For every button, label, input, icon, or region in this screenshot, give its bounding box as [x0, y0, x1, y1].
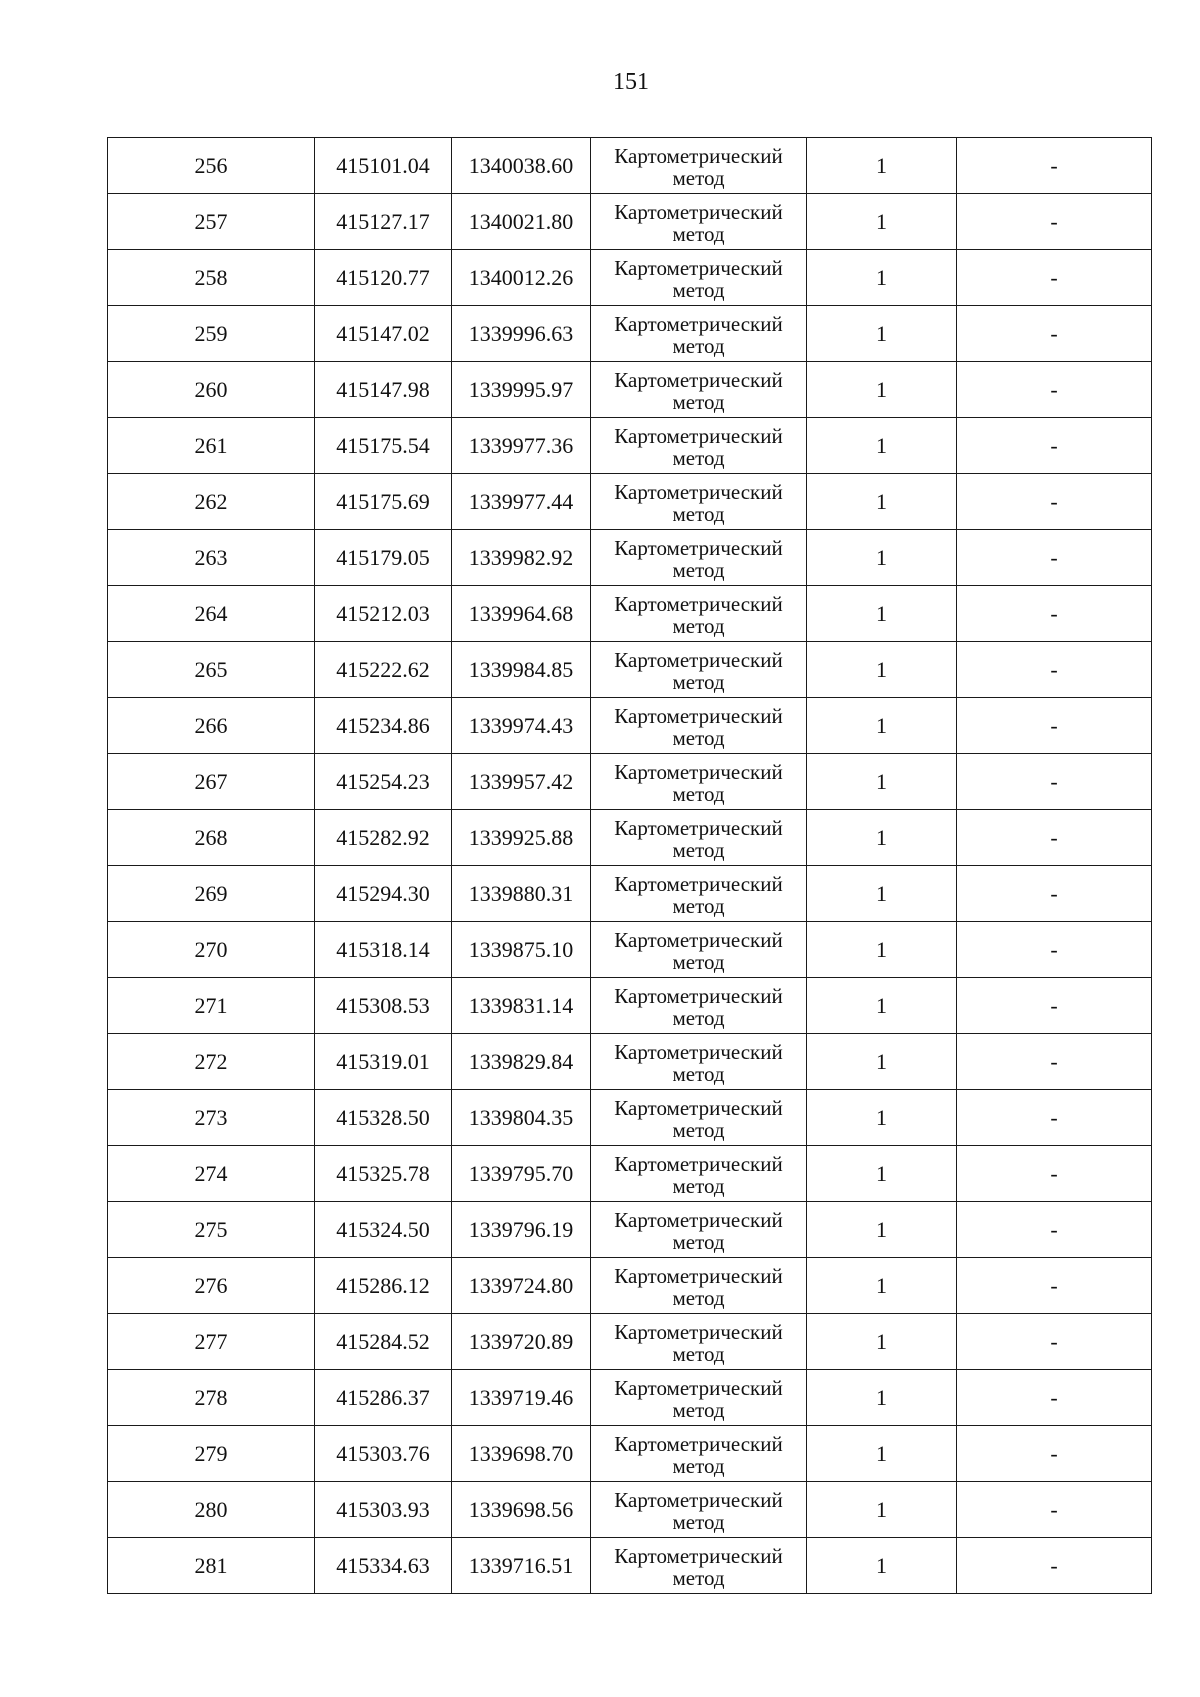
point-number-cell: 270 [108, 922, 315, 978]
point-number-cell: 269 [108, 866, 315, 922]
value-cell: 1 [807, 978, 957, 1034]
x-coordinate-cell: 415334.63 [315, 1538, 452, 1594]
point-number-cell: 264 [108, 586, 315, 642]
table-row [108, 1258, 1152, 1314]
method-line-1: Картометрический [614, 311, 783, 336]
table-row [108, 250, 1152, 306]
value-cell: 1 [807, 1258, 957, 1314]
value-cell: 1 [807, 1426, 957, 1482]
method-line-2: метод [672, 1173, 725, 1198]
method-cell [591, 1370, 807, 1426]
value-cell: 1 [807, 362, 957, 418]
note-cell: - [957, 642, 1152, 698]
table-row [108, 138, 1152, 194]
x-coordinate-cell: 415318.14 [315, 922, 452, 978]
point-number-cell: 279 [108, 1426, 315, 1482]
method-line-1: Картометрический [614, 591, 783, 616]
y-coordinate-cell: 1339977.44 [452, 474, 591, 530]
method-line-2: метод [672, 837, 725, 862]
note-cell: - [957, 1370, 1152, 1426]
x-coordinate-cell: 415222.62 [315, 642, 452, 698]
value-cell: 1 [807, 698, 957, 754]
note-cell: - [957, 1426, 1152, 1482]
y-coordinate-cell: 1339719.46 [452, 1370, 591, 1426]
method-cell [591, 1202, 807, 1258]
y-coordinate-cell: 1339724.80 [452, 1258, 591, 1314]
value-cell: 1 [807, 1090, 957, 1146]
y-coordinate-cell: 1339880.31 [452, 866, 591, 922]
table-row [108, 922, 1152, 978]
method-cell [591, 1034, 807, 1090]
page-number: 151 [613, 69, 649, 95]
coordinates-table [107, 137, 1152, 1594]
method-cell [591, 754, 807, 810]
x-coordinate-cell: 415147.02 [315, 306, 452, 362]
method-cell [591, 1090, 807, 1146]
x-coordinate-cell: 415101.04 [315, 138, 452, 194]
note-cell: - [957, 306, 1152, 362]
method-line-2: метод [672, 221, 725, 246]
method-cell [591, 1538, 807, 1594]
note-cell: - [957, 1090, 1152, 1146]
note-cell: - [957, 194, 1152, 250]
value-cell: 1 [807, 1034, 957, 1090]
method-cell [591, 586, 807, 642]
method-cell [591, 418, 807, 474]
value-cell: 1 [807, 474, 957, 530]
method-line-2: метод [672, 389, 725, 414]
method-line-2: метод [672, 781, 725, 806]
method-line-1: Картометрический [614, 199, 783, 224]
method-cell [591, 138, 807, 194]
point-number-cell: 261 [108, 418, 315, 474]
table-row [108, 1090, 1152, 1146]
note-cell: - [957, 418, 1152, 474]
method-cell [591, 1482, 807, 1538]
x-coordinate-cell: 415284.52 [315, 1314, 452, 1370]
method-line-2: метод [672, 277, 725, 302]
method-cell [591, 866, 807, 922]
value-cell: 1 [807, 642, 957, 698]
method-cell [591, 642, 807, 698]
method-line-1: Картометрический [614, 1207, 783, 1232]
method-cell [591, 978, 807, 1034]
x-coordinate-cell: 415303.93 [315, 1482, 452, 1538]
method-line-1: Картометрический [614, 143, 783, 168]
x-coordinate-cell: 415282.92 [315, 810, 452, 866]
method-line-2: метод [672, 165, 725, 190]
method-line-1: Картометрический [614, 871, 783, 896]
method-cell [591, 474, 807, 530]
method-line-2: метод [672, 501, 725, 526]
table-row [108, 1426, 1152, 1482]
method-line-1: Картометрический [614, 983, 783, 1008]
note-cell: - [957, 138, 1152, 194]
value-cell: 1 [807, 1146, 957, 1202]
y-coordinate-cell: 1339829.84 [452, 1034, 591, 1090]
x-coordinate-cell: 415127.17 [315, 194, 452, 250]
y-coordinate-cell: 1339977.36 [452, 418, 591, 474]
x-coordinate-cell: 415175.69 [315, 474, 452, 530]
method-line-2: метод [672, 893, 725, 918]
method-cell [591, 194, 807, 250]
y-coordinate-cell: 1339996.63 [452, 306, 591, 362]
method-line-2: метод [672, 333, 725, 358]
x-coordinate-cell: 415324.50 [315, 1202, 452, 1258]
table-row [108, 978, 1152, 1034]
value-cell: 1 [807, 1482, 957, 1538]
point-number-cell: 281 [108, 1538, 315, 1594]
point-number-cell: 277 [108, 1314, 315, 1370]
y-coordinate-cell: 1340012.26 [452, 250, 591, 306]
table-row [108, 642, 1152, 698]
method-cell [591, 922, 807, 978]
value-cell: 1 [807, 922, 957, 978]
table-row [108, 418, 1152, 474]
method-cell [591, 306, 807, 362]
y-coordinate-cell: 1339925.88 [452, 810, 591, 866]
method-line-2: метод [672, 1117, 725, 1142]
table-row [108, 1314, 1152, 1370]
method-line-1: Картометрический [614, 759, 783, 784]
x-coordinate-cell: 415325.78 [315, 1146, 452, 1202]
table-row [108, 1538, 1152, 1594]
method-line-2: метод [672, 1453, 725, 1478]
method-cell [591, 1146, 807, 1202]
y-coordinate-cell: 1339698.56 [452, 1482, 591, 1538]
method-line-1: Картометрический [614, 815, 783, 840]
value-cell: 1 [807, 194, 957, 250]
point-number-cell: 263 [108, 530, 315, 586]
point-number-cell: 271 [108, 978, 315, 1034]
note-cell: - [957, 586, 1152, 642]
value-cell: 1 [807, 810, 957, 866]
method-line-1: Картометрический [614, 647, 783, 672]
y-coordinate-cell: 1340038.60 [452, 138, 591, 194]
note-cell: - [957, 250, 1152, 306]
table-row [108, 1482, 1152, 1538]
point-number-cell: 276 [108, 1258, 315, 1314]
method-line-2: метод [672, 1285, 725, 1310]
table-row [108, 530, 1152, 586]
method-line-1: Картометрический [614, 1375, 783, 1400]
point-number-cell: 278 [108, 1370, 315, 1426]
method-line-2: метод [672, 1229, 725, 1254]
point-number-cell: 267 [108, 754, 315, 810]
method-line-2: метод [672, 1341, 725, 1366]
value-cell: 1 [807, 1202, 957, 1258]
x-coordinate-cell: 415147.98 [315, 362, 452, 418]
value-cell: 1 [807, 306, 957, 362]
method-line-1: Картометрический [614, 1431, 783, 1456]
y-coordinate-cell: 1339796.19 [452, 1202, 591, 1258]
method-line-2: метод [672, 949, 725, 974]
point-number-cell: 273 [108, 1090, 315, 1146]
method-line-2: метод [672, 725, 725, 750]
method-line-2: метод [672, 1005, 725, 1030]
y-coordinate-cell: 1339795.70 [452, 1146, 591, 1202]
y-coordinate-cell: 1339716.51 [452, 1538, 591, 1594]
value-cell: 1 [807, 754, 957, 810]
note-cell: - [957, 474, 1152, 530]
table-row [108, 586, 1152, 642]
note-cell: - [957, 1482, 1152, 1538]
method-line-1: Картометрический [614, 1263, 783, 1288]
note-cell: - [957, 1258, 1152, 1314]
y-coordinate-cell: 1339831.14 [452, 978, 591, 1034]
value-cell: 1 [807, 250, 957, 306]
y-coordinate-cell: 1339974.43 [452, 698, 591, 754]
note-cell: - [957, 530, 1152, 586]
point-number-cell: 257 [108, 194, 315, 250]
value-cell: 1 [807, 530, 957, 586]
x-coordinate-cell: 415328.50 [315, 1090, 452, 1146]
method-line-1: Картометрический [614, 1151, 783, 1176]
x-coordinate-cell: 415286.12 [315, 1258, 452, 1314]
method-line-1: Картометрический [614, 423, 783, 448]
method-line-1: Картометрический [614, 1039, 783, 1064]
table-body [108, 138, 1152, 1594]
x-coordinate-cell: 415234.86 [315, 698, 452, 754]
table-row [108, 810, 1152, 866]
value-cell: 1 [807, 1538, 957, 1594]
method-cell [591, 250, 807, 306]
x-coordinate-cell: 415303.76 [315, 1426, 452, 1482]
method-line-1: Картометрический [614, 1095, 783, 1120]
method-line-1: Картометрический [614, 1487, 783, 1512]
y-coordinate-cell: 1339984.85 [452, 642, 591, 698]
method-line-2: метод [672, 1061, 725, 1086]
y-coordinate-cell: 1339804.35 [452, 1090, 591, 1146]
method-cell [591, 1426, 807, 1482]
table-row [108, 754, 1152, 810]
value-cell: 1 [807, 138, 957, 194]
point-number-cell: 259 [108, 306, 315, 362]
method-cell [591, 1258, 807, 1314]
table-row [108, 1202, 1152, 1258]
method-line-1: Картометрический [614, 1319, 783, 1344]
note-cell: - [957, 754, 1152, 810]
table-row [108, 1146, 1152, 1202]
value-cell: 1 [807, 586, 957, 642]
point-number-cell: 275 [108, 1202, 315, 1258]
point-number-cell: 256 [108, 138, 315, 194]
point-number-cell: 272 [108, 1034, 315, 1090]
note-cell: - [957, 866, 1152, 922]
y-coordinate-cell: 1339995.97 [452, 362, 591, 418]
point-number-cell: 280 [108, 1482, 315, 1538]
value-cell: 1 [807, 418, 957, 474]
y-coordinate-cell: 1339957.42 [452, 754, 591, 810]
note-cell: - [957, 978, 1152, 1034]
method-line-1: Картометрический [614, 703, 783, 728]
note-cell: - [957, 698, 1152, 754]
x-coordinate-cell: 415175.54 [315, 418, 452, 474]
value-cell: 1 [807, 1314, 957, 1370]
y-coordinate-cell: 1339982.92 [452, 530, 591, 586]
x-coordinate-cell: 415308.53 [315, 978, 452, 1034]
point-number-cell: 265 [108, 642, 315, 698]
point-number-cell: 268 [108, 810, 315, 866]
note-cell: - [957, 1146, 1152, 1202]
y-coordinate-cell: 1339875.10 [452, 922, 591, 978]
point-number-cell: 266 [108, 698, 315, 754]
table-row [108, 866, 1152, 922]
point-number-cell: 258 [108, 250, 315, 306]
note-cell: - [957, 362, 1152, 418]
method-cell [591, 1314, 807, 1370]
table-row [108, 1034, 1152, 1090]
note-cell: - [957, 1202, 1152, 1258]
x-coordinate-cell: 415286.37 [315, 1370, 452, 1426]
method-line-1: Картометрический [614, 479, 783, 504]
value-cell: 1 [807, 866, 957, 922]
x-coordinate-cell: 415120.77 [315, 250, 452, 306]
method-line-2: метод [672, 1397, 725, 1422]
x-coordinate-cell: 415294.30 [315, 866, 452, 922]
value-cell: 1 [807, 1370, 957, 1426]
table-row [108, 306, 1152, 362]
note-cell: - [957, 1034, 1152, 1090]
method-line-2: метод [672, 557, 725, 582]
x-coordinate-cell: 415254.23 [315, 754, 452, 810]
y-coordinate-cell: 1340021.80 [452, 194, 591, 250]
point-number-cell: 262 [108, 474, 315, 530]
point-number-cell: 274 [108, 1146, 315, 1202]
table-row [108, 474, 1152, 530]
note-cell: - [957, 1314, 1152, 1370]
x-coordinate-cell: 415319.01 [315, 1034, 452, 1090]
method-line-1: Картометрический [614, 1543, 783, 1568]
table-row [108, 362, 1152, 418]
method-line-2: метод [672, 613, 725, 638]
method-line-2: метод [672, 1509, 725, 1534]
method-line-2: метод [672, 669, 725, 694]
table-row [108, 1370, 1152, 1426]
method-line-1: Картометрический [614, 367, 783, 392]
table-row [108, 194, 1152, 250]
table-row [108, 698, 1152, 754]
y-coordinate-cell: 1339964.68 [452, 586, 591, 642]
method-cell [591, 362, 807, 418]
y-coordinate-cell: 1339720.89 [452, 1314, 591, 1370]
method-line-2: метод [672, 445, 725, 470]
y-coordinate-cell: 1339698.70 [452, 1426, 591, 1482]
note-cell: - [957, 1538, 1152, 1594]
x-coordinate-cell: 415179.05 [315, 530, 452, 586]
method-line-1: Картометрический [614, 255, 783, 280]
method-cell [591, 698, 807, 754]
point-number-cell: 260 [108, 362, 315, 418]
method-line-1: Картометрический [614, 927, 783, 952]
note-cell: - [957, 810, 1152, 866]
method-line-2: метод [672, 1565, 725, 1590]
x-coordinate-cell: 415212.03 [315, 586, 452, 642]
method-cell [591, 530, 807, 586]
method-line-1: Картометрический [614, 535, 783, 560]
method-cell [591, 810, 807, 866]
note-cell: - [957, 922, 1152, 978]
